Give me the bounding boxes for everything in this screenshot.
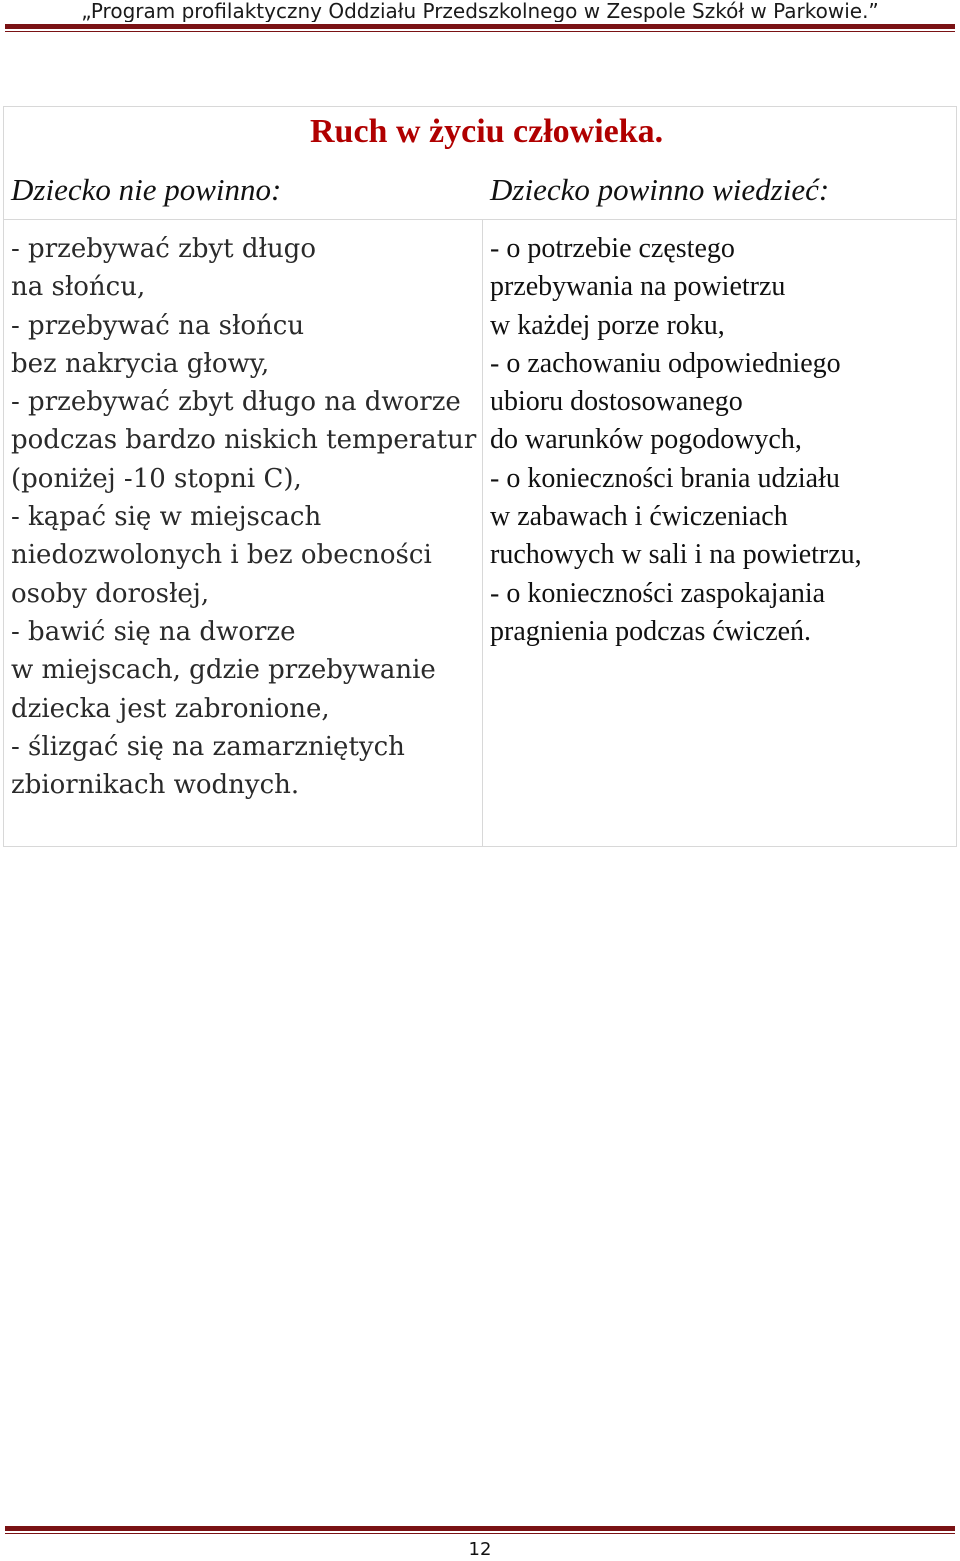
left-column-list — [11, 230, 476, 804]
section-title: Ruch w życiu człowieka. — [310, 113, 664, 150]
list-item: dziecka jest zabronione, — [11, 693, 330, 724]
list-item: - ślizgać się na zamarzniętych — [11, 731, 405, 762]
list-item: na słońcu, — [11, 272, 146, 303]
header-rule-thin — [5, 31, 955, 32]
table-row-divider — [4, 219, 956, 220]
list-item: (poniżej -10 stopni C), — [11, 463, 302, 494]
footer-rule-thick — [5, 1526, 955, 1531]
page-number: 12 — [468, 1539, 492, 1560]
running-header: „Program profilaktyczny Oddziału Przedszkolnego w Zespole Szkół w Parkowie.” — [81, 0, 879, 22]
table-column-divider — [482, 219, 483, 847]
list-item: - bawić się na dworze — [11, 616, 296, 647]
list-item: w zabawach i ćwiczeniach — [490, 501, 788, 533]
list-item: podczas bardzo niskich temperatur — [11, 425, 477, 456]
list-item: - o potrzebie częstego — [490, 233, 735, 264]
left-column-heading: Dziecko nie powinno: — [11, 172, 282, 207]
list-item: zbiornikach wodnych. — [11, 770, 300, 801]
header-rule-thick — [5, 24, 955, 29]
list-item: ubioru dostosowanego — [490, 386, 743, 418]
list-item: bez nakrycia głowy, — [11, 348, 270, 379]
list-item: pragnienia podczas ćwiczeń. — [490, 615, 812, 647]
list-item: przebywania na powietrzu — [490, 271, 786, 303]
right-column-list — [490, 230, 862, 651]
footer-rule-thin — [5, 1533, 955, 1534]
list-item: - o zachowaniu odpowiedniego — [490, 347, 841, 379]
list-item: - przebywać na słońcu — [11, 310, 305, 341]
list-item: - przebywać zbyt długo na dworze — [11, 387, 461, 418]
list-item: ruchowych w sali i na powietrzu, — [490, 539, 862, 571]
list-item: - o konieczności brania udziału — [490, 462, 840, 494]
list-item: - przebywać zbyt długo — [11, 234, 316, 264]
right-column-heading: Dziecko powinno wiedzieć: — [490, 172, 830, 207]
list-item: osoby dorosłej, — [11, 578, 210, 609]
list-item: - kąpać się w miejscach — [11, 502, 322, 533]
list-item: w miejscach, gdzie przebywanie — [11, 655, 436, 686]
list-item: w każdej porze roku, — [490, 309, 725, 341]
list-item: do warunków pogodowych, — [490, 424, 802, 456]
list-item: - o konieczności zaspokajania — [490, 577, 826, 609]
list-item: niedozwolonych i bez obecności — [11, 540, 432, 571]
